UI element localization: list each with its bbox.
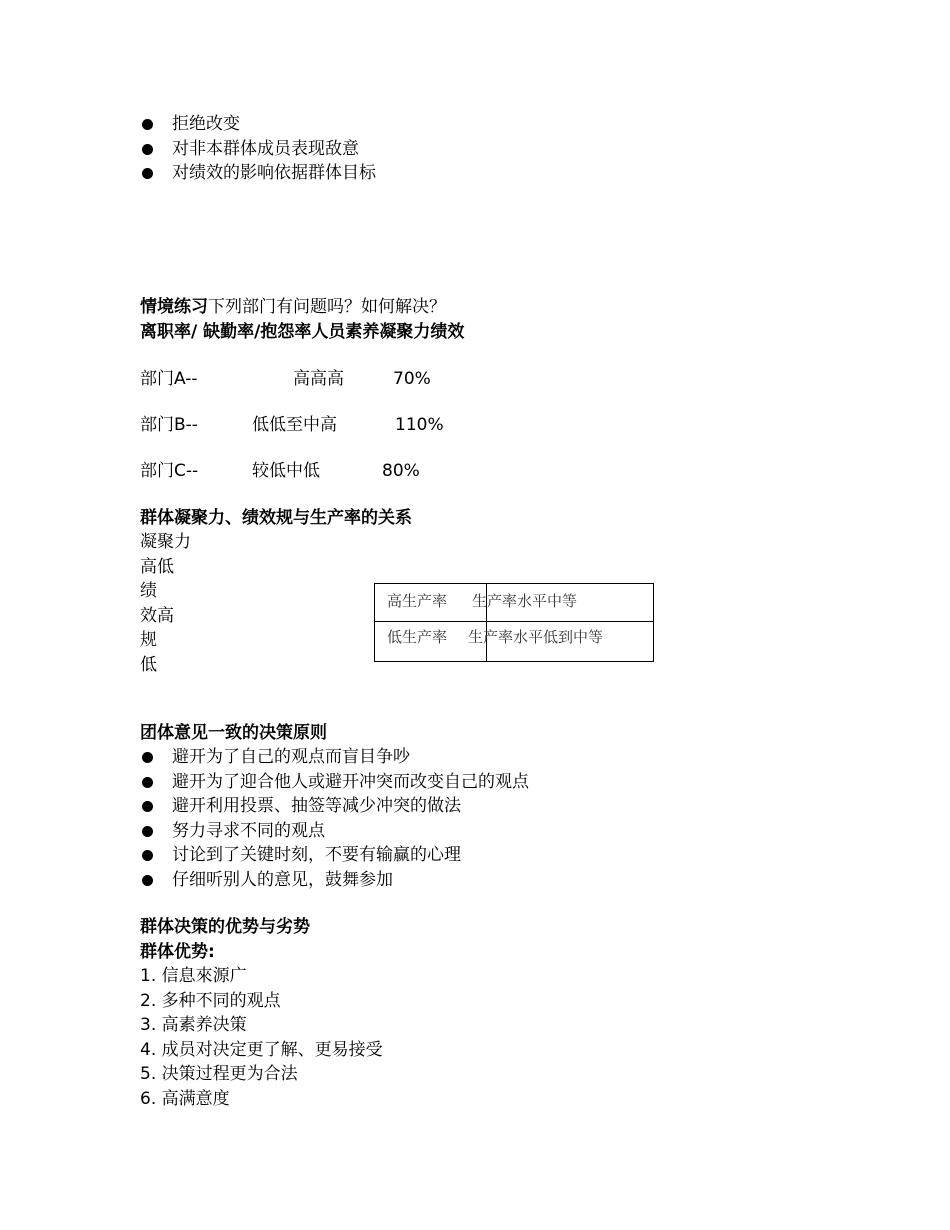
department-ratings: 较低中低 <box>252 461 320 481</box>
group-decision-subtitle: 群体优势: <box>140 942 215 962</box>
side-label: 低 <box>140 654 157 675</box>
side-label: 规 <box>140 630 157 651</box>
bullet-icon <box>142 119 153 130</box>
group-decision-title: 群体决策的优势与劣势 <box>140 917 310 937</box>
department-name: 部门C-- <box>140 461 199 481</box>
list-item: 4. 成员对决定更了解、更易接受 <box>140 1039 383 1060</box>
bullet-icon <box>142 144 153 155</box>
table-cell: 生产率水平中等 <box>472 592 578 610</box>
list-item: 讨论到了关键时刻，不要有输赢的心理 <box>140 843 840 868</box>
bullet-icon <box>142 752 153 763</box>
department-row <box>140 459 840 484</box>
productivity-table <box>374 583 654 662</box>
relationship-title: 群体凝聚力、绩效规与生产率的关系 <box>140 508 412 528</box>
bullet-icon <box>142 801 153 812</box>
bullet-icon <box>142 168 153 179</box>
side-label: 绩 <box>140 581 157 602</box>
side-label: 高低 <box>140 556 174 577</box>
department-name: 部门B-- <box>140 415 198 435</box>
bullet-icon <box>142 826 153 837</box>
list-item: 避开利用投票、抽签等减少冲突的做法 <box>140 794 840 819</box>
department-performance: 80% <box>382 461 420 481</box>
list-item: 3. 高素养决策 <box>140 1015 247 1035</box>
bullet-icon <box>142 777 153 788</box>
exercise-title: 情境练习下列部门有问题吗？如何解决？ <box>140 297 446 317</box>
list-item: 避开为了迎合他人或避开冲突而改变自己的观点 <box>140 770 840 795</box>
side-label: 效高 <box>140 605 174 626</box>
table-cell: 生产率水平低到中等 <box>468 628 604 646</box>
exercise-header: 离职率/ 缺勤率/抱怨率人员素养凝聚力绩效 <box>140 322 465 342</box>
list-item: 拒绝改变 <box>140 112 840 137</box>
department-ratings: 高高高 <box>293 369 344 389</box>
department-row <box>140 413 840 438</box>
list-item: 努力寻求不同的观点 <box>140 819 840 844</box>
table-cell: 高生产率 <box>387 592 448 610</box>
department-name: 部门A-- <box>140 369 198 389</box>
top-bullet-list <box>140 112 840 186</box>
consensus-title: 团体意见一致的决策原则 <box>140 723 327 743</box>
side-label: 凝聚力 <box>140 532 191 552</box>
list-item: 5. 决策过程更为合法 <box>140 1064 298 1084</box>
bullet-icon <box>142 850 153 861</box>
table-cell: 低生产率 <box>387 628 448 646</box>
list-item: 6. 高满意度 <box>140 1088 230 1109</box>
advantages-list <box>140 964 840 1111</box>
department-performance: 70% <box>393 369 431 389</box>
consensus-list <box>140 745 840 892</box>
list-item: 避开为了自己的观点而盲目争吵 <box>140 745 840 770</box>
department-performance: 110% <box>395 415 444 435</box>
list-item: 仔细听别人的意见，鼓舞参加 <box>140 868 840 893</box>
department-ratings: 低低至中高 <box>252 415 337 435</box>
bullet-icon <box>142 875 153 886</box>
list-item: 对绩效的影响依据群体目标 <box>140 161 840 186</box>
table-divider <box>375 621 653 622</box>
list-item: 对非本群体成员表现敌意 <box>140 137 840 162</box>
document-page <box>140 0 840 1230</box>
list-item: 2. 多种不同的观点 <box>140 990 281 1011</box>
department-row <box>140 367 840 392</box>
list-item: 1. 信息來源广 <box>140 966 247 986</box>
